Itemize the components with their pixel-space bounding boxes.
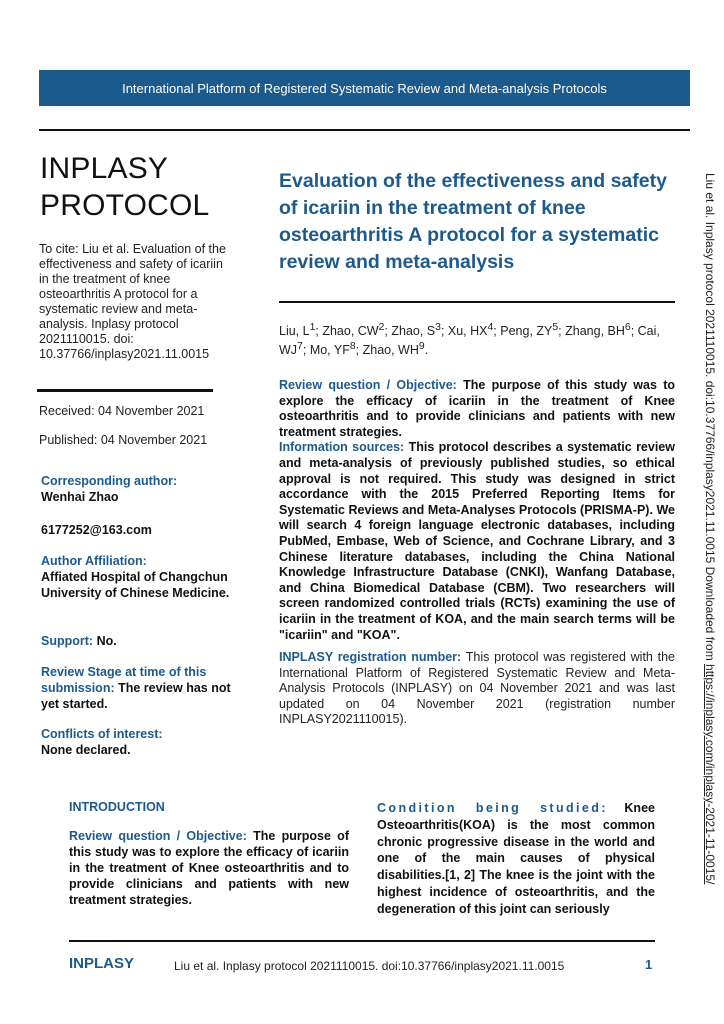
author-item: Peng, $ZY^5$; [500, 322, 566, 339]
footer-brand: INPLASY [69, 955, 135, 972]
author-item: Cai, $WJ^7$; [279, 324, 660, 358]
condition-text: Knee Osteoarthritis(KOA) is the most common chronic progressive disease in the world and one of the main causes of physical disabilities.[1, 2] The knee is the joint with the highest incidence of osteoarthritis, and the degeneration of this joint can seriously [377, 801, 655, 916]
received-date: Received: 04 November 2021 [39, 404, 205, 418]
abstract-is-label: Information sources: [279, 440, 405, 455]
support-value: No. [96, 634, 117, 648]
intro-rq-text: The purpose of this study was to explore the efficacy of icariin in the treatment of Knee osteoarthritis and to provide clinicians and patients with new treatment strategies. [69, 829, 349, 907]
conflicts [41, 726, 236, 758]
author-affiliation [41, 553, 236, 601]
affiliation-label: Author Affiliation: [41, 554, 147, 568]
abstract-rq-text: The purpose of this study was to explore the efficacy of icariin in the treatment of Knee osteoarthritis and to provide clinicians and patients with new treatment strategies. [279, 378, 675, 439]
intro-rq-label: Review question / Objective: [69, 829, 247, 843]
side-citation [703, 173, 717, 884]
support-label: Support: [41, 634, 94, 648]
stage-value: The review has not yet started. [41, 681, 231, 711]
top-divider [39, 129, 690, 131]
author-item: Zhao, $WH^9$. [362, 341, 429, 358]
registration-text: This protocol was registered with the International Platform of Registered Systematic Review and Meta-Analysis Protocols (INPLASY) on 04 November 2021 and was last updated on 04 November 2021 (registration number INPLASY2021110015). [279, 650, 675, 727]
author-item: Zhao, $CW^2$; [322, 322, 392, 339]
registration-label: INPLASY registration number: [279, 650, 462, 664]
condition-label: Condition being studied: [377, 801, 608, 815]
side-download-link[interactable]: https://inplasy.com/inplasy-2021-11-0015/ [703, 664, 717, 885]
header-banner: International Platform of Registered Systematic Review and Meta-analysis Protocols [39, 70, 690, 106]
corresponding-author [41, 473, 236, 505]
citation: To cite: Liu et al. Evaluation of the effectiveness and safety of icariin in the treatment of knee osteoarthritis A protocol for a systematic review and meta-analysis. Inplasy protocol 2021110015. doi: 10.37766/inplasy2021.11.0015 [39, 242, 226, 361]
brand-line-2: PROTOCOL [40, 189, 210, 222]
author-item: Liu, $L^1$; [279, 322, 323, 339]
abstract [279, 378, 675, 643]
author-item: Mo, $YF^8$; [309, 341, 363, 358]
conflicts-value: None declared. [41, 743, 131, 757]
page-number: 1 [645, 957, 653, 972]
brand-line-1: INPLASY [40, 152, 169, 185]
author-item: Zhang, $BH^6$; [565, 322, 638, 339]
author-item: Zhao, $S^3$; [391, 322, 448, 339]
corresponding-label: Corresponding author: [41, 474, 178, 488]
paper-title: Evaluation of the effectiveness and safety of icariin in the treatment of knee osteoarthritis A protocol for a systematic review and meta-analysis [279, 170, 667, 273]
footer-citation: Liu et al. Inplasy protocol 2021110015. doi:10.37766/inplasy2021.11.0015 [174, 959, 565, 973]
affiliation-value: Affiated Hospital of Changchun University of Chinese Medicine. [41, 570, 230, 600]
abstract-rq-label: Review question / Objective: [279, 378, 457, 392]
review-stage [41, 664, 236, 712]
author-list [279, 320, 675, 358]
stage-label: Review Stage at time of this submission: [41, 665, 207, 695]
brand-title [40, 150, 209, 224]
registration-number [279, 650, 675, 728]
support [41, 633, 236, 649]
author-item: Xu, $HX^4$; [447, 322, 501, 339]
published-date: Published: 04 November 2021 [39, 433, 208, 447]
side-citation-text: Liu et al. Inplasy protocol 2021110015. doi:10.37766/inplasy2021.11.0015 Downloaded from [703, 173, 717, 665]
corresponding-name: Wenhai Zhao [41, 490, 119, 504]
conflicts-label: Conflicts of interest: [41, 727, 163, 741]
introduction-heading: INTRODUCTION [69, 800, 165, 814]
abstract-is-text: This protocol describes a systematic review and meta-analysis of previously published studies, so ethical approval is not required. This study was designed in strict accordance with the 2015 Preferred Reporting Items for Systematic Reviews and Meta-Analyses Protocols (PRISMA-P). We will search 4 foreign language electronic databases, including PubMed, Embase, Web of Science, and Cochrane Library, and 3 Chinese literature databases, including the China National Knowledge Infrastructure Database (CNKI), Wanfang Database, and China Biomedical Database (CBM). Two researchers will screen randomized controlled trials (RCTs) examining the use of icariin in the treatment of KOA, and the main search terms will be "icariin" and "KOA". [279, 440, 675, 642]
introduction-objective [69, 828, 349, 908]
title-divider [279, 301, 675, 303]
condition-studied [377, 800, 655, 918]
footer-divider [69, 940, 655, 942]
corresponding-email: 6177252@163.com [41, 523, 152, 537]
left-divider [37, 389, 213, 392]
